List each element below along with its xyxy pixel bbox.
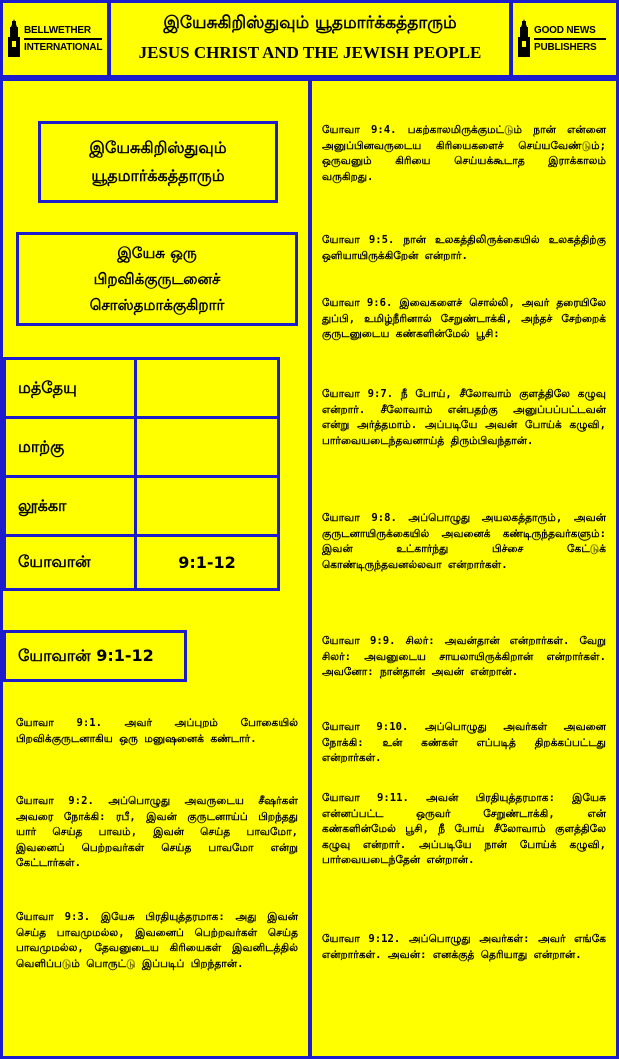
gospel-ref [134, 475, 280, 537]
verse-9-5: யோவா 9:5. நான் உலகத்திலிருக்கையில் உலகத்திற்கு ஒளியாயிருக்கிறேன் என்றார். [322, 234, 606, 262]
good-news-tower-icon [517, 19, 531, 59]
verse-9-1: யோவா 9:1. அவர் அப்புறம் போகையில் பிறவிக்குருடனாகிய ஒரு மனுஷனைக் கண்டார். [16, 717, 298, 745]
verse-9-2: யோவா 9:2. அப்பொழுது அவருடைய சீஷர்கள் அவரை நோக்கி: ரபீ, இவன் குருடனாய்ப் பிறந்தது யார் செய்த பாவம், இவன் செய்த பாவமோ, இவனைப் பெற்றவர்கள் செய்த பாவமோ என்று கேட்டார்கள். [16, 795, 298, 870]
gospel-name: லூக்கா [3, 475, 137, 537]
verse-9-3: யோவா 9:3. இயேசு பிரதியுத்தரமாக: அது இவன் செய்த பாவமுமல்ல, இவனைப் பெற்றவர்கள் செய்த பாவமுமல்ல, தேவனுடைய கிரியைகள் இவனிடத்தில் வெளிப்படும் பொருட்டு இப்படிப் பிறந்தான். [16, 911, 298, 970]
gospel-ref [134, 357, 280, 419]
topic-title-line1: இயேசு ஒரு [117, 244, 197, 262]
good-news-logo [513, 3, 616, 75]
book-title [38, 121, 278, 203]
gospel-name: யோவான் [3, 534, 137, 591]
logo-left-line1: BELLWETHER [24, 25, 91, 36]
scripture-reference: யோவான் 9:1-12 [3, 630, 187, 682]
verse-9-11: யோவா 9:11. அவன் பிரதியுத்தரமாக: இயேசு என்னப்பட்ட ஒருவர் சேறுண்டாக்கி, என் கண்களின்மேல் பூசி, நீ போய் சீலோவாம் குளத்திலே கழுவு என்றார். அப்படியே நான் போய்க் கழுவி, பார்வையடைந்தேன் என்றான். [322, 792, 606, 867]
verse-9-8: யோவா 9:8. அப்பொழுது அயலகத்தாரும், அவன் குருடனாயிருக்கையில் அவனைக் கண்டிருந்தவர்களும்: இவன் உட்கார்ந்து பிச்சை கேட்டுக் கொண்டிருந்தவனல்லவா என்றார்கள். [322, 512, 606, 571]
header-title-tamil: இயேசுகிறிஸ்துவும் யூதமார்க்கத்தாரும் [163, 13, 457, 33]
gospel-name: மாற்கு [3, 416, 137, 478]
book-title-line2: யூதமார்க்கத்தாரும் [91, 166, 225, 185]
gospel-ref: 9:1-12 [134, 534, 280, 591]
bellwether-logo [3, 3, 107, 75]
verse-9-12: யோவா 9:12. அப்பொழுது அவர்கள்: அவர் எங்கே என்றார்கள். அவன்: எனக்குத் தெரியாது என்றான். [322, 933, 606, 961]
verse-9-7: யோவா 9:7. நீ போய், சீலோவாம் குளத்திலே கழுவு என்றார். சீலோவாம் என்பதற்கு அனுப்பப்பட்டவன் என்று அர்த்தமாம். அப்படியே அவன் போய்க் கழுவி, பார்வையடைந்தவனாய்த் திரும்பிவந்தான். [322, 388, 606, 447]
right-panel [312, 81, 616, 1056]
verse-9-10: யோவா 9:10. அப்பொழுது அவர்கள் அவனை நோக்கி: உன் கண்கள் எப்படித் திறக்கப்பட்டது என்றார்கள். [322, 721, 606, 765]
topic-title-line2: பிறவிக்குருடனைச் [93, 270, 221, 288]
bellwether-tower-icon [7, 19, 21, 59]
left-panel [3, 81, 308, 1056]
gospel-ref [134, 416, 280, 478]
logo-left-line2: INTERNATIONAL [24, 42, 103, 53]
header-title-english: JESUS CHRIST AND THE JEWISH PEOPLE [138, 43, 482, 62]
verse-9-4: யோவா 9:4. பகற்காலமிருக்குமட்டும் நான் என்னை அனுப்பினவருடைய கிரியைகளைச் செய்யவேண்டும்; ஒருவனும் கிரியை செய்யக்கூடாத இராக்காலம் வருகிறது. [322, 124, 606, 183]
header-title [111, 3, 509, 75]
verse-9-6: யோவா 9:6. இவைகளைச் சொல்லி, அவர் தரையிலே துப்பி, உமிழ்நீரினால் சேறுண்டாக்கி, அந்தச் சேற்றைக் குருடனுடைய கண்களின்மேல் பூசி: [322, 297, 606, 341]
topic-title-line3: சொஸ்தமாக்குகிறார் [89, 296, 225, 314]
gospel-name: மத்தேயு [3, 357, 137, 419]
logo-right-line2: PUBLISHERS [534, 42, 597, 53]
logo-right-line1: GOOD NEWS [534, 25, 596, 36]
verse-9-9: யோவா 9:9. சிலர்: அவன்தான் என்றார்கள். வேறு சிலர்: அவனுடைய சாயலாயிருக்கிறான் என்றார்கள். அவனோ: நான்தான் அவன் என்றான். [322, 635, 606, 679]
topic-title [16, 232, 298, 326]
book-title-line1: இயேசுகிறிஸ்துவும் [89, 138, 227, 157]
